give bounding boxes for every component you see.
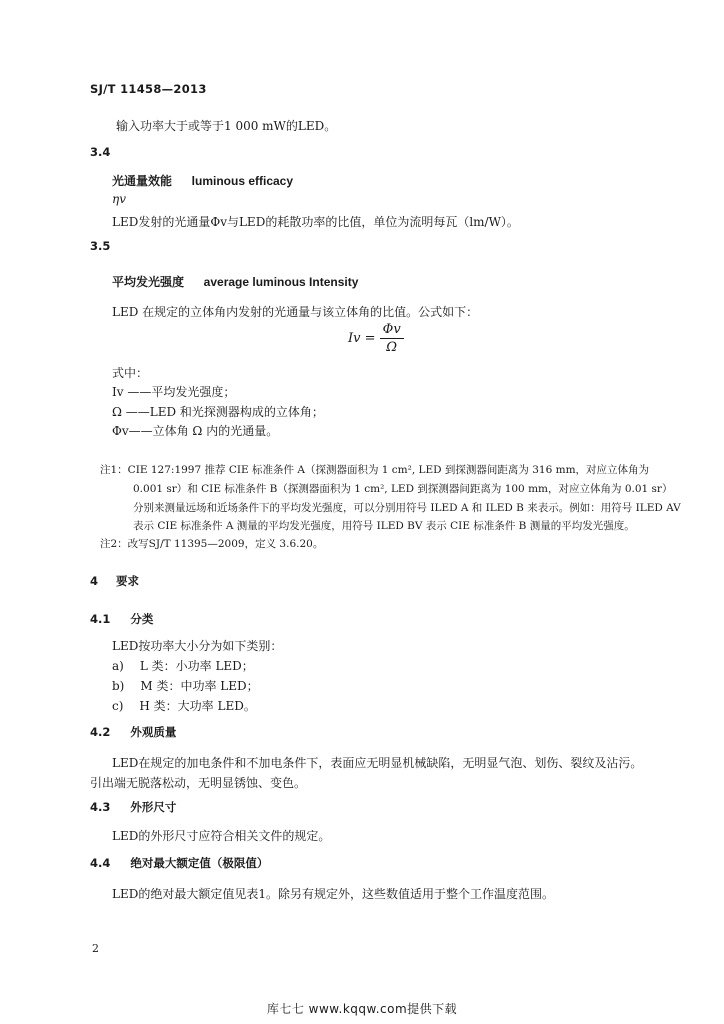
note-2: 注2：改写SJ/T 11395—2009，定义 3.6.20。 — [100, 538, 324, 550]
section-4-title: 要求 — [116, 574, 140, 588]
section-4-3-heading — [90, 799, 176, 815]
list-text: H 类：大功率 LED。 — [139, 699, 256, 713]
section-4-4-text: LED的绝对最大额定值见表1。除另有规定外，这些数值适用于整个工作温度范围。 — [112, 887, 554, 901]
list-item — [112, 697, 256, 714]
where-item: Ω ——LED 和光探测器构成的立体角； — [112, 405, 324, 419]
standard-code: SJ/T 11458—2013 — [90, 82, 207, 96]
section-4-number: 4 — [90, 574, 99, 588]
section-4-heading — [90, 573, 139, 589]
note-1-line: 0.001 sr）和 CIE 标准条件 B（探测器面积为 1 cm², LED 到探测器间距离为 100 mm，对应立体角为 0.01 sr） — [133, 483, 673, 495]
section-4-2-text-line2: 引出端无脱落松动，无明显锈蚀、变色。 — [90, 776, 307, 790]
list-item — [112, 677, 259, 694]
section-3-4-term — [112, 172, 293, 189]
section-4-1-intro: LED按功率大小分为如下类别： — [112, 639, 283, 653]
formula-fraction — [380, 322, 404, 355]
where-item: Φv——立体角 Ω 内的光通量。 — [112, 424, 279, 438]
section-3-5-definition: LED 在规定的立体角内发射的光通量与该立体角的比值。公式如下： — [112, 305, 479, 319]
download-footer: 库七七 www.kqqw.com提供下载 — [266, 1002, 458, 1016]
section-4-3-title: 外形尺寸 — [130, 800, 177, 814]
section-4-4-heading — [90, 855, 268, 871]
section-4-1-title: 分类 — [130, 612, 154, 626]
intro-line: 输入功率大于或等于1 000 mW的LED。 — [116, 119, 337, 133]
symbol-eta-v: ηv — [112, 192, 126, 206]
section-4-2-text-line1: LED在规定的加电条件和不加电条件下，表面应无明显机械缺陷，无明显气泡、划伤、裂纹及沾污。 — [112, 756, 643, 770]
section-4-1-number: 4.1 — [90, 612, 111, 626]
formula-lhs: Iv = — [348, 331, 376, 346]
list-text: M 类：中功率 LED； — [140, 679, 259, 693]
term-cn: 平均发光强度 — [112, 275, 185, 289]
list-marker: a) — [112, 659, 124, 673]
term-en: average luminous Intensity — [203, 275, 359, 289]
term-cn: 光通量效能 — [112, 174, 173, 188]
list-marker: c) — [112, 699, 124, 713]
where-item: Iv ——平均发光强度； — [112, 385, 236, 399]
list-marker: b) — [112, 679, 125, 693]
formula-denominator: Ω — [386, 340, 398, 355]
section-4-4-title: 绝对最大额定值（极限值） — [130, 856, 269, 870]
section-3-5-number: 3.5 — [90, 239, 111, 253]
section-3-5-term — [112, 273, 358, 290]
formula — [348, 322, 404, 355]
section-4-3-number: 4.3 — [90, 800, 111, 814]
section-4-1-heading — [90, 611, 153, 627]
section-4-4-number: 4.4 — [90, 856, 111, 870]
term-en: luminous efficacy — [191, 174, 294, 188]
section-3-4-definition: LED发射的光通量Φv与LED的耗散功率的比值，单位为流明每瓦（lm/W）。 — [112, 215, 519, 229]
list-item — [112, 657, 254, 674]
note-1-line: 注1：CIE 127:1997 推荐 CIE 标准条件 A（探测器面积为 1 cm², LED 到探测器间距离为 316 mm，对应立体角为 — [100, 464, 650, 476]
section-4-2-heading — [90, 724, 176, 740]
section-4-2-number: 4.2 — [90, 725, 111, 739]
formula-numerator: Φv — [380, 322, 404, 339]
section-4-2-title: 外观质量 — [130, 725, 177, 739]
list-text: L 类：小功率 LED； — [139, 659, 254, 673]
section-4-3-text: LED的外形尺寸应符合相关文件的规定。 — [112, 829, 331, 843]
page-number: 2 — [92, 942, 99, 955]
where-label: 式中： — [112, 366, 149, 380]
note-1-line: 分别来测量远场和近场条件下的平均发光强度，可以分别用符号 ILED A 和 ILED B 来表示。例如：用符号 ILED AV — [133, 502, 681, 514]
note-1-line: 表示 CIE 标准条件 A 测量的平均发光强度，用符号 ILED BV 表示 CIE 标准条件 B 测量的平均发光强度。 — [133, 520, 635, 532]
section-3-4-number: 3.4 — [90, 145, 111, 159]
